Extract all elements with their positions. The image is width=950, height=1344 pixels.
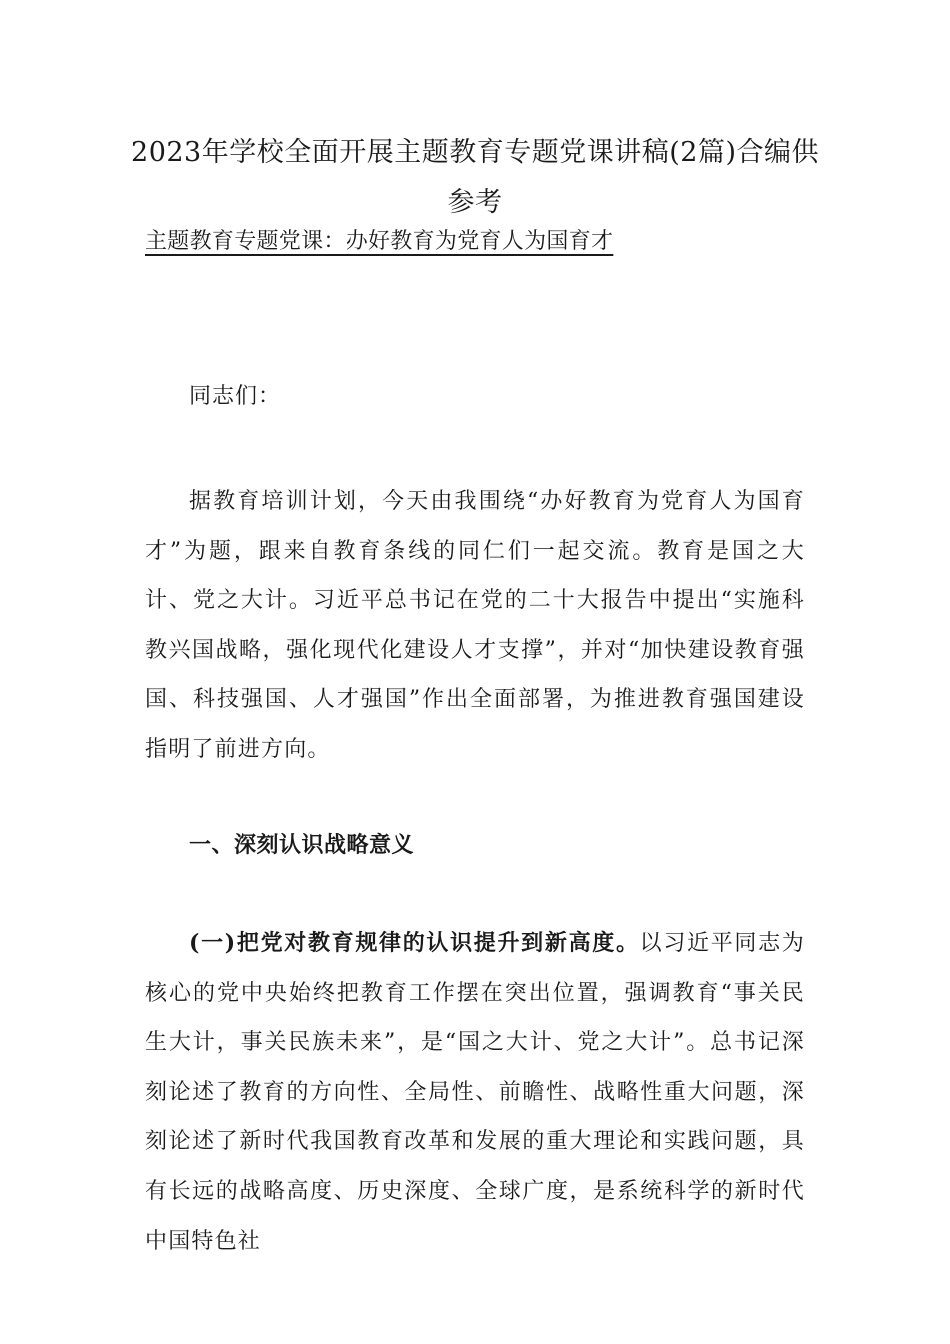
document-subtitle: 主题教育专题党课：办好教育为党育人为国育才	[145, 229, 614, 254]
greeting-text: 同志们：	[189, 384, 282, 409]
paragraph-2-lead: (一)把党对教育规律的认识提升到新高度。	[189, 930, 640, 956]
document-title: 2023年学校全面开展主题教育专题党课讲稿(2篇)合编供参考	[131, 137, 819, 218]
paragraph-2-body: 以习近平同志为核心的党中央始终把教育工作摆在突出位置，强调教育“事关民生大计，事关民族未来”，是“国之大计、党之大计”。总书记深刻论述了教育的方向性、全局性、前瞻性、战略性重大问题，深刻论述了新时代我国教育改革和发展的重大理论和实践问题，具有长远的战略高度、历史深度、全球广度，是系统科学的新时代中国特色社	[145, 931, 805, 1254]
paragraph-1: 据教育培训计划，今天由我围绕“办好教育为党育人为国育才”为题，跟来自教育条线的同仁们一起交流。教育是国之大计、党之大计。习近平总书记在党的二十大报告中提出“实施科教兴国战略，强化现代化建设人才支撑”，并对“加快建设教育强国、科技强国、人才强国”作出全面部署，为推进教育强国建设指明了前进方向。	[145, 489, 805, 762]
paragraph-2	[145, 919, 805, 1266]
section-heading-1: 一、深刻认识战略意义	[189, 832, 415, 858]
